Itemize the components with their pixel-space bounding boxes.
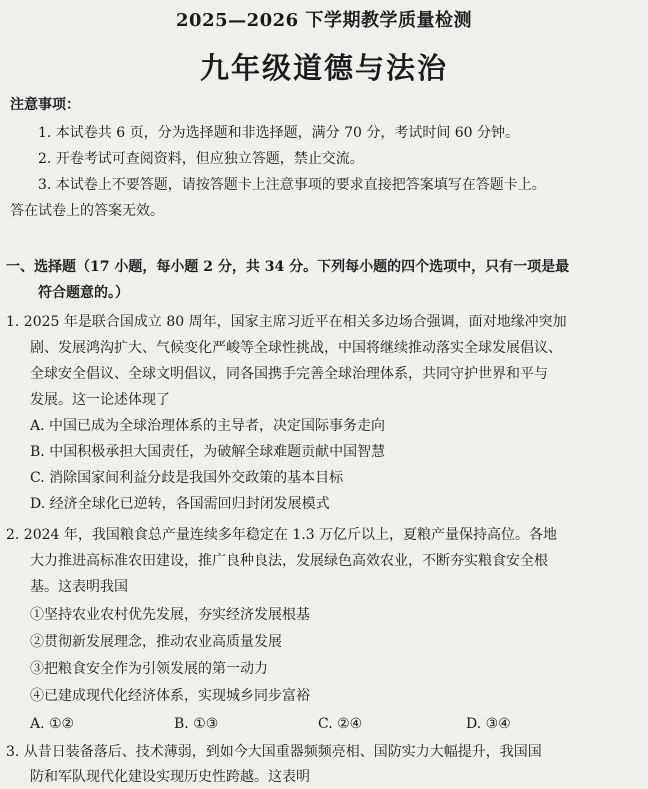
q2-choice-b: B. ①③: [174, 716, 219, 732]
notice-item-2: 2. 开卷考试可查阅资料，但应独立答题，禁止交流。: [38, 151, 364, 167]
q2-stem-line: 大力推进高标准农田建设，推广良种良法，发展绿色高效农业，不断夯实粮食安全根: [30, 553, 548, 569]
q1-stem-line: 全球安全倡议、全球文明倡议，同各国携手完善全球治理体系，共同守护世界和平与: [30, 366, 548, 382]
q3-stem-line: 3. 从昔日装备落后、技术薄弱，到如今大国重器频频亮相、国防实力大幅提升，我国国: [6, 744, 542, 760]
q1-option-c: C. 消除国家间利益分歧是我国外交政策的基本目标: [30, 470, 344, 486]
q1-option-b: B. 中国积极承担大国责任，为破解全球难题贡献中国智慧: [30, 444, 386, 460]
exam-title: 2025—2026 下学期教学质量检测: [176, 10, 472, 31]
q2-choice-a: A. ①②: [30, 716, 75, 732]
q3-stem-line: 防和军队现代化建设实现历史性跨越。这表明: [30, 769, 310, 785]
subject-title: 九年级道德与法治: [199, 51, 448, 85]
q1-stem-line: 1. 2025 年是联合国成立 80 周年，国家主席习近平在相关多边场合强调，面对地缘冲突加: [6, 314, 567, 330]
q1-stem-line: 发展。这一论述体现了: [30, 392, 170, 408]
notice-item-3: 3. 本试卷上不要答题，请按答题卡上注意事项的要求直接把答案填写在答题卡上。: [38, 177, 546, 193]
section-heading-cont: 符合题意的。）: [38, 285, 129, 301]
notice-item-3-cont: 答在试卷上的答案无效。: [10, 203, 164, 219]
q2-statement-3: ③把粮食安全作为引领发展的第一动力: [30, 661, 268, 677]
q2-statement-2: ②贯彻新发展理念，推动农业高质量发展: [30, 634, 282, 650]
q2-choice-c: C. ②④: [318, 716, 363, 732]
q2-stem-line: 2. 2024 年，我国粮食总产量连续多年稳定在 1.3 万亿斤以上，夏粮产量保持高位。各地: [6, 527, 558, 543]
q1-option-d: D. 经济全球化已逆转，各国需回归封闭发展模式: [30, 496, 330, 512]
section-heading: 一、选择题（17 小题，每小题 2 分，共 34 分。下列每小题的四个选项中，只有一项是最: [6, 259, 570, 275]
q2-stem-line: 基。这表明我国: [30, 579, 128, 595]
notice-item-1: 1. 本试卷共 6 页，分为选择题和非选择题，满分 70 分，考试时间 60 分钟。: [38, 125, 520, 141]
q1-option-a: A. 中国已成为全球治理体系的主导者，决定国际事务走向: [30, 418, 386, 434]
q2-statement-1: ①坚持农业农村优先发展，夯实经济发展根基: [30, 607, 310, 623]
q2-choice-d: D. ③④: [466, 716, 511, 732]
notice-heading: 注意事项：: [10, 97, 80, 113]
q2-statement-4: ④已建成现代化经济体系，实现城乡同步富裕: [30, 688, 310, 704]
q1-stem-line: 剧、发展鸿沟扩大、气候变化严峻等全球性挑战，中国将继续推动落实全球发展倡议、: [30, 340, 562, 356]
